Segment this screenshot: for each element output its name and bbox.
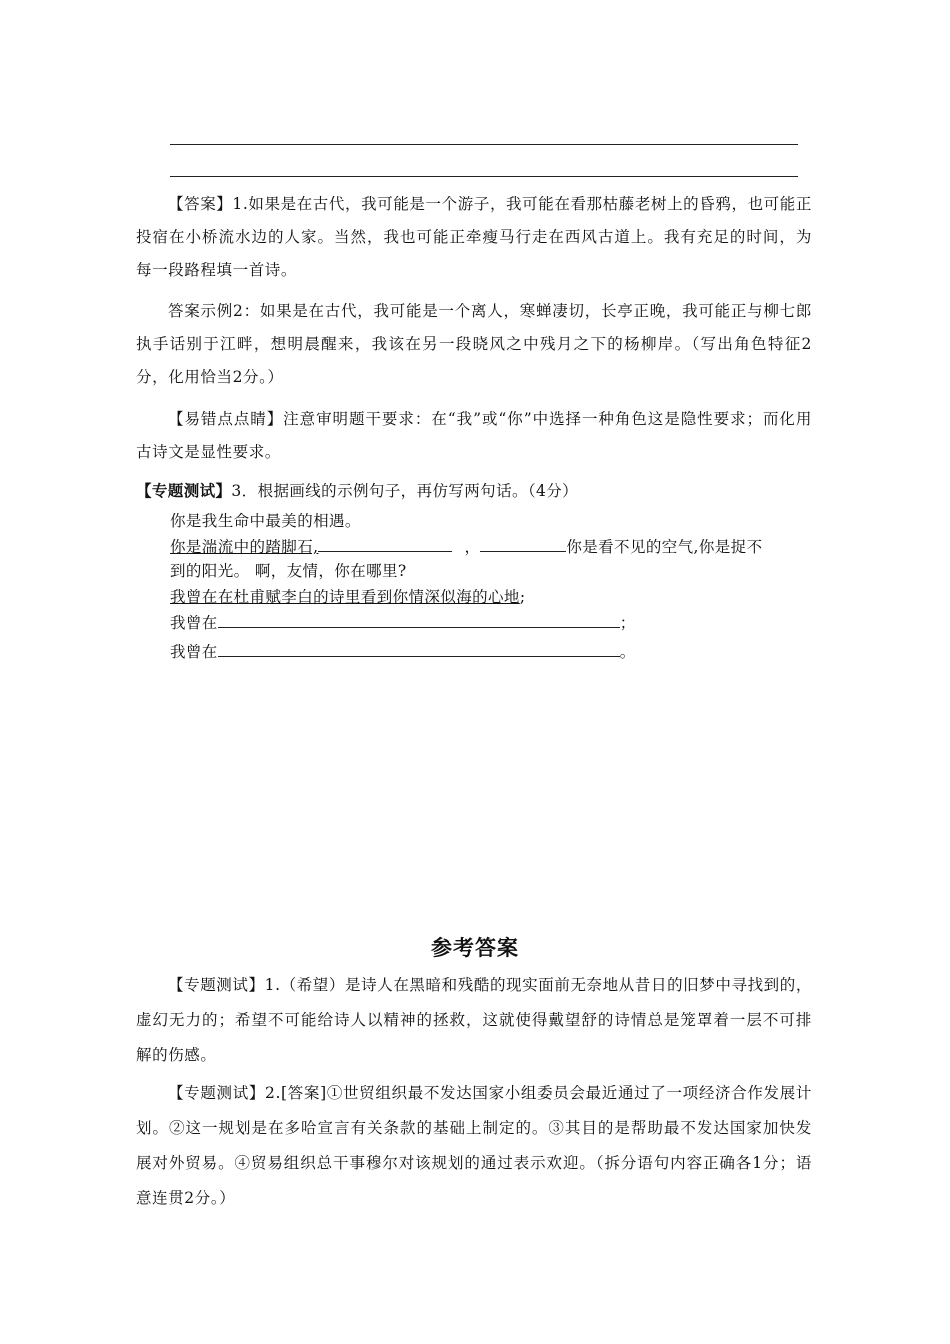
prompt-2-text: 我曾在 [170, 643, 218, 661]
answer-line-2 [170, 176, 798, 177]
write-blank-1[interactable] [218, 612, 620, 628]
fill-blank-b[interactable] [480, 536, 566, 552]
example-line-2-rest: 你是看不见的空气,你是捉不 [566, 538, 763, 556]
answer-prompt-2 [170, 641, 636, 662]
answer-line-1 [170, 144, 798, 145]
example-line-4 [170, 587, 525, 607]
prompt-1-end: ； [619, 614, 636, 632]
error-tip-paragraph: 【易错点点睛】注意审明题干要求：在“我”或“你”中选择一种角色这是隐性要求；而化用古诗文是显性要求。 [136, 410, 812, 461]
example-line-1: 你是我生命中最美的相遇。 [170, 512, 361, 530]
fill-blank-a[interactable] [318, 536, 452, 552]
example-line-2 [170, 536, 762, 557]
underlined-example: 你是湍流中的踏脚石, [170, 538, 319, 556]
answer-prompt-1 [170, 612, 636, 633]
comma: ， [464, 538, 481, 556]
reference-answer-2: 【专题测试】2.[答案]①世贸组织最不发达国家小组委员会最近通过了一项经济合作发展计划。②这一规划是在多哈宣言有关条款的基础上制定的。③其目的是帮助最不发达国家加快发展对外贸易。④贸易组织总干事穆尔对该规划的通过表示欢迎。（拆分语句内容正确各1分；语意连贯2分。） [136, 1084, 812, 1207]
prompt-2-end: 。 [619, 643, 636, 661]
write-blank-2[interactable] [218, 641, 620, 657]
prompt-1-text: 我曾在 [170, 614, 218, 632]
reference-answer-1: 【专题测试】1.（希望）是诗人在黑暗和残酷的现实面前无奈地从昔日的旧梦中寻找到的，虚幻无力的；希望不可能给诗人以精神的拯救，这就使得戴望舒的诗情总是笼罩着一层不可排解的伤感。 [136, 976, 812, 1064]
question-tag: 【专题测试】 [136, 482, 232, 500]
semicolon: ; [519, 588, 526, 606]
answer-paragraph-2: 答案示例2：如果是在古代，我可能是一个离人，寒蝉凄切，长亭正晚，我可能正与柳七郎执手话别于江畔，想明晨醒来，我该在另一段晓风之中残月之下的杨柳岸。（写出角色特征2分，化用恰当2分。） [136, 302, 812, 386]
reference-answers-title: 参考答案 [431, 936, 519, 960]
question-3-heading [136, 481, 578, 501]
question-3-text: 3．根据画线的示例句子，再仿写两句话。（4分） [231, 482, 579, 500]
underlined-model-sentence: 我曾在在杜甫赋李白的诗里看到你情深似海的心地 [170, 588, 520, 606]
example-line-3: 到的阳光。 啊，友情，你在哪里? [170, 562, 407, 580]
answer-paragraph-1: 【答案】1.如果是在古代，我可能是一个游子，我可能在看那枯藤老树上的昏鸦，也可能正投宿在小桥流水边的人家。当然，我也可能正牵瘦马行走在西风古道上。我有充足的时间，为每一段路程填一首诗。 [136, 195, 812, 279]
